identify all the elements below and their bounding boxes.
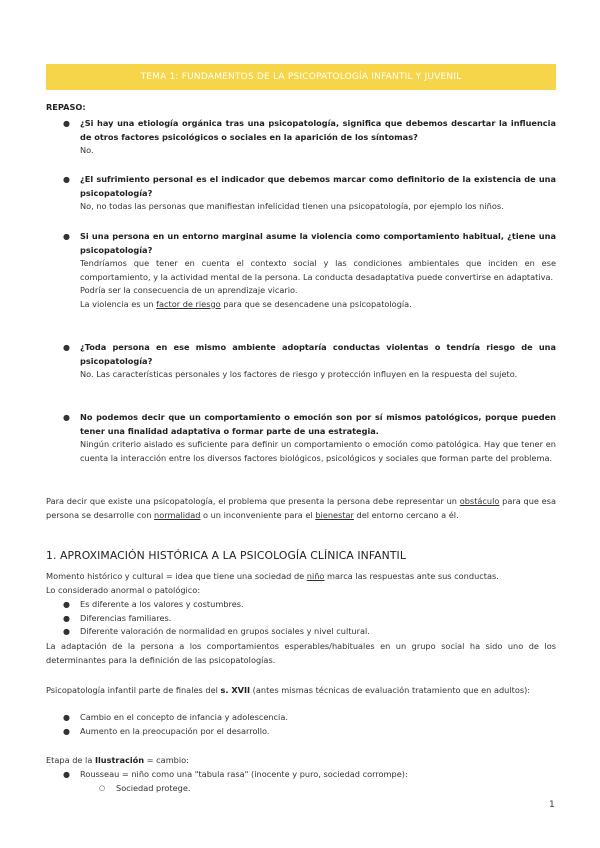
list-item (63, 711, 556, 725)
repaso-answer: Podría ser la consecuencia de un aprendizaje vicario. (80, 285, 298, 295)
page-title: TEMA 1: FUNDAMENTOS DE LA PSICOPATOLOGÍA INFANTIL Y JUVENIL (46, 64, 556, 90)
list-item-text: Es diferente a los valores y costumbres. (80, 599, 244, 609)
underlined-term: niño (306, 571, 325, 581)
section-line: Lo considerado anormal o patológico: (46, 585, 201, 595)
adaptation-paragraph: La adaptación de la persona a los comportamientos esperables/habituales en un grupo social ha sido uno de los determinantes para la definición de las psicopatologías. (46, 641, 556, 665)
summary-paragraph (46, 495, 556, 522)
bullet-list (63, 598, 556, 639)
text-run: Psicopatología infantil parte de finales del (46, 685, 221, 695)
text-run: para que esa persona se desarrolle con (46, 496, 556, 520)
text-run: (antes mismas técnicas de evaluación tratamiento que en adultos): (250, 685, 531, 695)
list-item (63, 598, 556, 612)
bullet-icon: ● (63, 175, 70, 184)
repaso-answer: No. Las características personales y los factores de riesgo y protección influyen en la respuesta del sujeto. (80, 369, 518, 379)
list-item-text: Rousseau = niño como una "tabula rasa" (inocente y puro, sociedad corrompe): (80, 769, 408, 779)
repaso-item (63, 173, 556, 214)
bullet-icon: ● (63, 627, 70, 636)
list-item-text: Sociedad protege. (116, 782, 191, 793)
section-heading: 1. APROXIMACIÓN HISTÓRICA A LA PSICOLOGÍA CLÍNICA INFANTIL (46, 549, 406, 562)
text-run: para que se desencadene una psicopatología. (220, 298, 412, 309)
bullet-icon: ● (63, 343, 70, 352)
text-run: o un inconveniente para el (200, 509, 316, 520)
bullet-list (63, 711, 556, 738)
repaso-answer: No, no todas las personas que manifiestan infelicidad tienen una psicopatología, por ejemplo los niños. (80, 201, 504, 211)
list-item (63, 612, 556, 626)
repaso-item (63, 117, 556, 158)
etapa-line (46, 754, 556, 768)
underlined-term: bienestar (315, 509, 354, 520)
section-line (46, 570, 556, 584)
bullet-list (63, 768, 556, 795)
list-item-text: Aumento en la preocupación por el desarrollo. (80, 725, 270, 736)
repaso-answer-last (80, 298, 556, 312)
bullet-icon: ● (63, 119, 70, 128)
text-run: marca las respuestas ante sus conductas. (324, 571, 499, 581)
bullet-icon: ● (63, 613, 70, 623)
bold-term: Ilustración (94, 755, 145, 765)
repaso-answer: Ningún criterio aislado es suficiente para definir un comportamiento o emoción como patológica. Hay que tener en cuenta la interacción entre los diversos factores biológicos, psicológicos y sociales que forman parte del problema. (80, 439, 556, 463)
repaso-item (63, 230, 556, 311)
bullet-icon: ● (63, 413, 70, 422)
text-run: Para decir que existe una psicopatología, el problema que presenta la persona debe representar un (46, 496, 460, 506)
sub-list-item (99, 782, 592, 796)
bullet-icon: ● (63, 232, 70, 241)
list-item-text: Diferente valoración de normalidad en grupos sociales y nivel cultural. (80, 626, 370, 636)
repaso-label: REPASO: (46, 102, 86, 112)
bullet-icon: ● (63, 713, 70, 722)
text-run: = cambio: (144, 755, 189, 765)
underlined-term: normalidad (154, 509, 201, 520)
list-item (63, 725, 556, 739)
page-number: 1 (549, 800, 555, 810)
text-run: La violencia es un (80, 298, 157, 309)
text-run: del entorno cercano a él. (353, 509, 459, 520)
underlined-term: obstáculo (459, 496, 500, 506)
bold-term: s. XVII (220, 685, 251, 695)
list-item (63, 625, 556, 639)
list-item-text: Diferencias familiares. (80, 612, 172, 623)
repaso-answer: No. (80, 145, 94, 155)
repaso-question: Si una persona en un entorno marginal asume la violencia como comportamiento habitual, ¿tiene una psicopatología? (80, 231, 556, 255)
repaso-item (63, 411, 556, 465)
bullet-icon: ● (63, 600, 70, 609)
bullet-icon: ● (63, 770, 70, 779)
repaso-question: No podemos decir que un comportamiento o emoción son por sí mismos patológicos, porque pueden tener una finalidad adaptativa o formar parte de una estrategia. (80, 412, 556, 436)
text-run: Momento histórico y cultural = idea que tiene una sociedad de (46, 571, 307, 581)
repaso-answer: Tendríamos que tener en cuenta el contexto social y las condiciones ambientales que inciden en ese comportamiento, y la actividad mental de la persona. La conducta desadaptativa puede convertirse en adaptativa. (80, 258, 556, 282)
hollow-bullet-icon: ○ (99, 783, 106, 792)
text-run: Etapa de la (46, 755, 95, 765)
bullet-icon: ● (63, 726, 70, 736)
origin-paragraph (46, 684, 556, 698)
repaso-question: ¿Si hay una etiología orgánica tras una psicopatología, significa que debemos descartar la influencia de otros factores psicológicos o sociales en la aparición de los síntomas? (80, 118, 556, 142)
underlined-term: factor de riesgo (156, 298, 221, 309)
repaso-item (63, 341, 556, 382)
repaso-question: ¿El sufrimiento personal es el indicador que debemos marcar como definitorio de la existencia de una psicopatología? (80, 174, 556, 198)
list-item (63, 768, 556, 782)
list-item-text: Cambio en el concepto de infancia y adolescencia. (80, 712, 288, 722)
repaso-question: ¿Toda persona en ese mismo ambiente adoptaría conductas violentas o tendría riesgo de una psicopatología? (80, 342, 556, 366)
